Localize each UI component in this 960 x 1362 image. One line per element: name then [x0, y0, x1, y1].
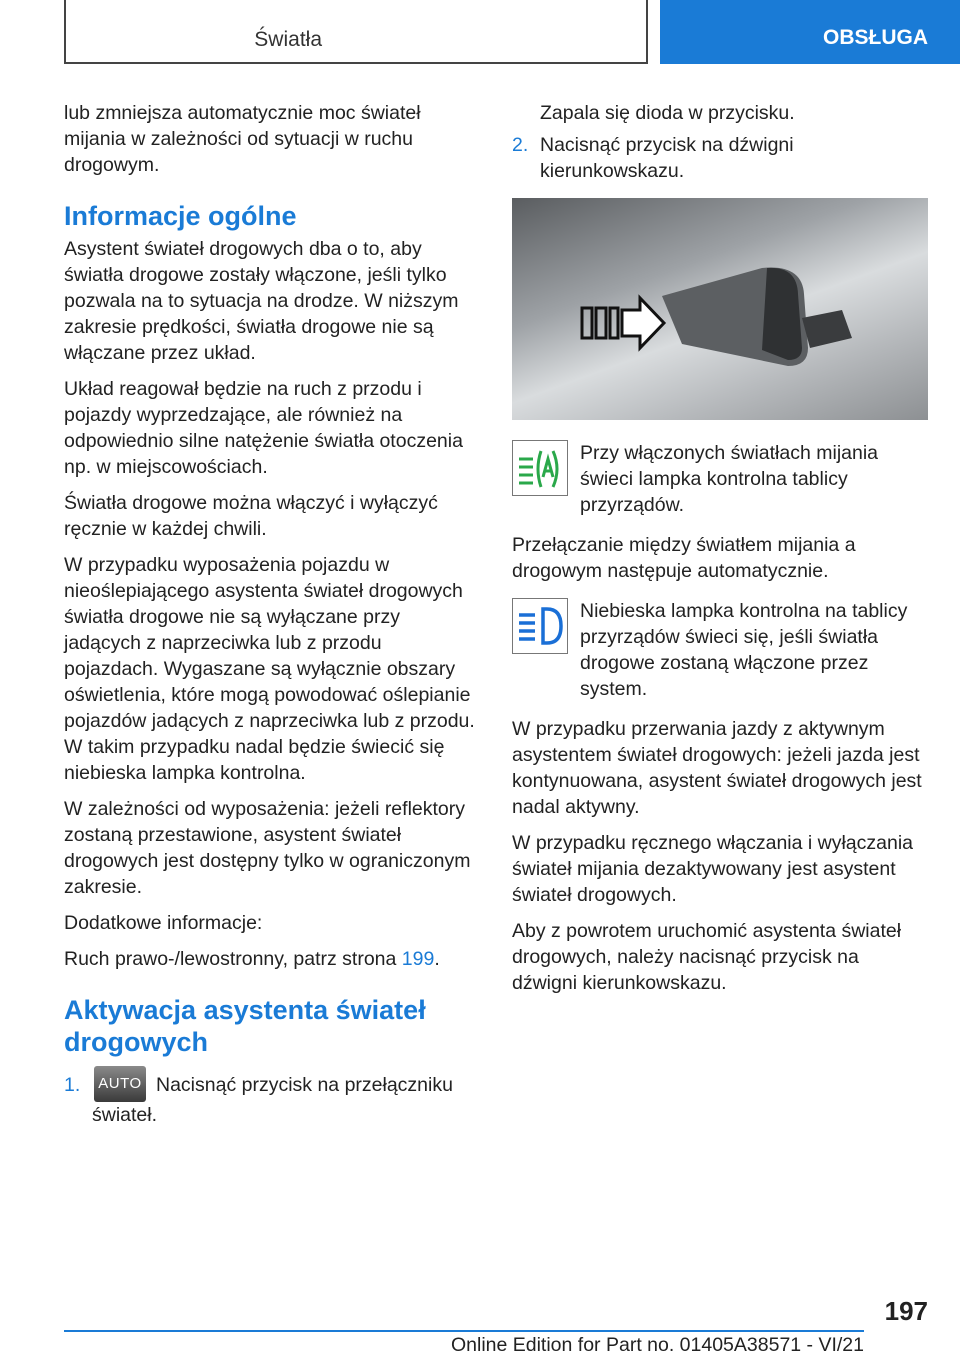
indicator-1-text: Przy włączonych światłach mijania świeci lampka kontrolna tablicy przyrządów. [580, 442, 879, 516]
paragraph: Dodatkowe informacje: [64, 912, 263, 934]
edition-footer: Online Edition for Part no. 01405A38571 - VI/21 [450, 1334, 864, 1356]
indicator-2-text: Niebieska lampka kontrolna na tablicy przyrządów świeci się, jeśli światła drogowe zostaną włączone przez system. [580, 600, 908, 700]
chapter-tab [660, 0, 960, 64]
heading-general-info: Informacje ogólne [64, 201, 297, 231]
footer-rule [64, 1330, 864, 1332]
paragraph: W zależności od wyposażenia: jeżeli reflektory zostaną przestawione, asystent świateł drogowych jest dostępny tylko w ograniczonym zakresie. [64, 798, 471, 898]
assistant-indicator-glyph [517, 445, 563, 491]
paragraph: Aby z powrotem uruchomić asystenta świateł drogowych, należy nacisnąć przycisk na dźwigni kierunkowskazu. [512, 920, 902, 994]
paragraph: Układ reagował będzie na ruch z przodu i pojazdy wyprzedzające, ale również na odpowiednio silne natężenie światła otoczenia np. w miejscowościach. [64, 378, 463, 478]
step-number: 1. [64, 1074, 81, 1096]
step-number: 2. [512, 134, 529, 156]
cross-reference [64, 946, 480, 972]
high-beam-indicator-blue-icon [512, 598, 568, 654]
heading-activation: Aktywacja asystenta świateł drogowych [64, 995, 426, 1057]
paragraph: W przypadku przerwania jazdy z aktywnym asystentem świateł drogowych: jeżeli jazda jest kontynuowana, asystent świateł drogowych jest nadal aktywny. [512, 718, 922, 818]
step-1-continued [512, 100, 928, 126]
paragraph: Asystent świateł drogowych dba o to, aby światła drogowe zostały włączone, jeśli tylko pozwala na to sytuacja na drodze. W niższym zakresie prędkości, światła drogowe nie są włączane przez układ. [64, 238, 459, 364]
assistant-indicator-green-icon [512, 440, 568, 496]
turn-signal-lever-photo [512, 198, 928, 420]
left-column [64, 100, 480, 1138]
page-number: 197 [884, 1296, 928, 1326]
header-box [64, 0, 648, 64]
intro-paragraph: lub zmniejsza automatycznie moc świateł mijania w zależności od sytuacji w ruchu drogowym. [64, 102, 421, 176]
lever-illustration [512, 198, 928, 420]
ref-end: . [434, 948, 440, 970]
indicator-row-2 [512, 598, 928, 702]
step-1 [64, 1072, 480, 1128]
indicator-row-1 [512, 440, 928, 518]
paragraph: W przypadku wyposażenia pojazdu w nieoślepiającego asystenta świateł drogowych światła drogowe nie są wyłączane przy jadących z naprzeciwka lub z przodu pojazdach. Wygaszane są wyłącznie obszary oświetlenia, które mogą powodować oślepianie pojazdów jadących z naprzeciwka lub z przodu. W takim przypadku nadal będzie świecić się niebieska lampka kontrolna. [64, 554, 475, 784]
auto-button-icon: AUTO [94, 1066, 146, 1102]
paragraph: Światła drogowe można włączyć i wyłączyć ręcznie w każdej chwili. [64, 492, 438, 540]
paragraph: W przypadku ręcznego włączania i wyłączania świateł mijania dezaktywowany jest asystent świateł drogowych. [512, 832, 914, 906]
step-text: Nacisnąć przycisk na przełączniku świateł. [92, 1074, 453, 1126]
ref-text: Ruch prawo-/lewostronny, patrz strona [64, 948, 402, 970]
section-title: Światła [254, 28, 322, 51]
chapter-tab-label: OBSŁUGA [823, 26, 928, 49]
step-text: Zapala się dioda w przycisku. [540, 102, 795, 124]
right-column [512, 100, 928, 1006]
step-2 [512, 132, 928, 184]
page-link[interactable]: 199 [401, 948, 435, 970]
step-text: Nacisnąć przycisk na dźwigni kierunkowskazu. [540, 134, 794, 182]
paragraph: Przełączanie między światłem mijania a drogowym następuje automatycznie. [512, 534, 856, 582]
high-beam-glyph [517, 603, 563, 649]
